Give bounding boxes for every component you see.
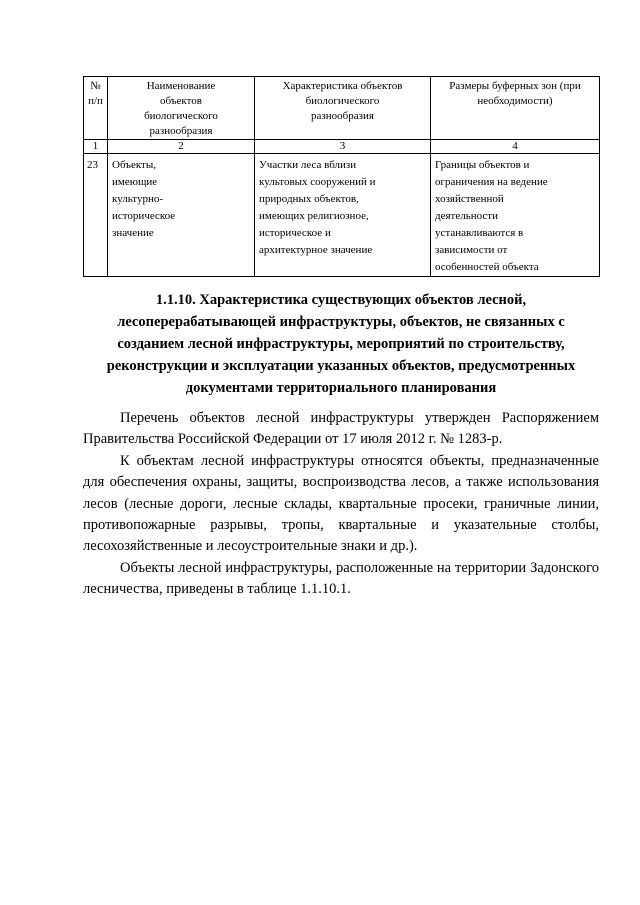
row-buffer-zone: Границы объектов и ограничения на ведение хозяйственной деятельности устанавливаются в зависимости от особенностей объекта: [431, 154, 600, 277]
header-characteristic: Характеристика объектов биологического разнообразия: [255, 77, 431, 140]
paragraph: Объекты лесной инфраструктуры, расположенные на территории Задонского лесничества, приведены в таблице 1.1.10.1.: [83, 559, 599, 598]
section-body: [83, 408, 599, 601]
header-buffer-zone: Размеры буферных зон (при необходимости): [431, 77, 600, 140]
table-header-row: [84, 77, 600, 140]
row-number: 23: [84, 154, 108, 277]
row-object-name: Объекты, имеющие культурно- историческое значение: [108, 154, 255, 277]
biodiversity-objects-table: [83, 76, 600, 277]
table-row: [84, 154, 600, 277]
column-number-row: [84, 140, 600, 154]
paragraph: Перечень объектов лесной инфраструктуры утвержден Распоряжением Правительства Российской Федерации от 17 июля 2012 г. № 1283-р.: [83, 410, 599, 448]
header-number: № п/п: [84, 77, 108, 140]
section-heading: 1.1.10. Характеристика существующих объектов лесной, лесоперерабатывающей инфраструктуры, объектов, не связанных с созданием лесной инфраструктуры, мероприятий по строительству, реконструкции и эксплуатации указанных объектов, предусмотренных документами территориального планирования: [106, 292, 576, 396]
column-number: 4: [431, 140, 600, 154]
column-number: 3: [255, 140, 431, 154]
paragraph: К объектам лесной инфраструктуры относятся объекты, предназначенные для обеспечения охраны, защиты, воспроизводства лесов, а также использования лесов (лесные дороги, лесные склады, квартальные просеки, граничные линии, противопожарные разрывы, тропы, квартальные и указательные столбы, лесохозяйственные и лесоустроительные знаки и др.).: [83, 452, 599, 555]
column-number: 2: [108, 140, 255, 154]
row-characteristic: Участки леса вблизи культовых сооружений и природных объектов, имеющих религиозное, историческое и архитектурное значение: [255, 154, 431, 277]
header-object-name: Наименование объектов биологического разнообразия: [108, 77, 255, 140]
column-number: 1: [84, 140, 108, 154]
